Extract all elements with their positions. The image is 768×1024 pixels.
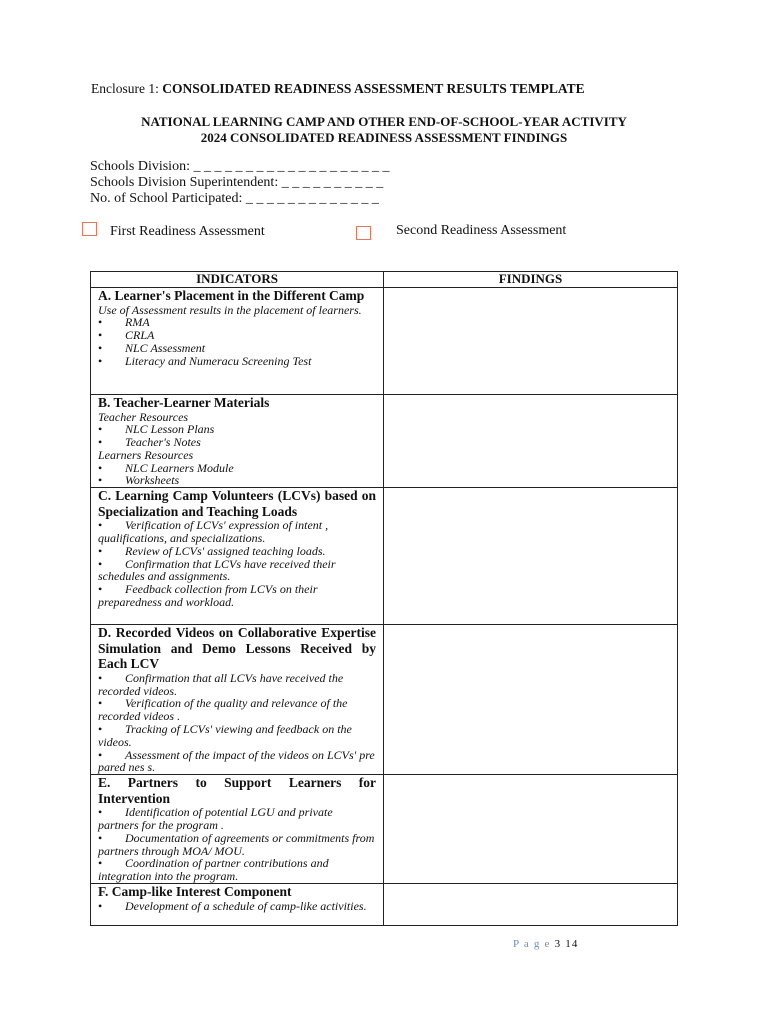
enclosure-prefix: Enclosure 1: [91,81,159,96]
document-title-line1: NATIONAL LEARNING CAMP AND OTHER END-OF-SCHOOL-YEAR ACTIVITY [141,114,627,129]
findings-cell[interactable] [384,884,678,926]
superintendent-field[interactable]: Schools Division Superintendent: _ _ _ _ _ _ _ _ _ _ [90,175,384,190]
indicator-title: C. Learning Camp Volunteers (LCVs) based on Specialization and Teaching Loads [98,488,376,519]
indicator-title: A. Learner's Placement in the Different Camp [98,288,365,303]
table-row [91,775,678,884]
list-item: • NLC Learners Module [98,460,234,475]
first-assessment-label: First Readiness Assessment [110,224,265,239]
list-item: • CRLA [98,328,155,343]
list-item: • Documentation of agreements or commitments from partners through MOA/ MOU. [98,830,375,858]
table-row [91,884,678,926]
indicator-title: E. Partners to Support Learners for Intervention [98,775,376,806]
list-item: • Verification of LCVs' expression of intent , qualifications, and specializations. [98,518,329,546]
indicator-subtext: Use of Assessment results in the placement of learners. [98,302,362,317]
schools-participated-field[interactable]: No. of School Participated: _ _ _ _ _ _ _ _ _ _ _ _ _ [90,191,379,206]
list-item: • Assessment of the impact of the videos on LCVs' pre pared nes s. [98,747,375,775]
list-item: • Tracking of LCVs' viewing and feedback on the videos. [98,721,352,749]
enclosure-heading [91,81,585,97]
findings-cell[interactable] [384,395,678,488]
list-item: • Teacher's Notes [98,435,201,450]
indicator-title: B. Teacher-Learner Materials [98,395,270,410]
list-item: • Coordination of partner contributions and integration into the program. [98,856,329,884]
enclosure-title: CONSOLIDATED READINESS ASSESSMENT RESULTS TEMPLATE [162,81,585,96]
indicator-cell [91,775,384,884]
list-item: • Confirmation that LCVs have received their schedules and assignments. [98,556,336,584]
list-item: • Feedback collection from LCVs on their preparedness and workload. [98,582,318,610]
indicator-cell [91,395,384,488]
findings-column-header: FINDINGS [384,272,678,288]
first-assessment-checkbox[interactable] [82,222,97,236]
indicator-subtext: Teacher Resources [98,409,189,424]
indicator-title: D. Recorded Videos on Collaborative Expertise Simulation and Demo Lessons Received by Each LCV [98,625,376,672]
assessment-table [90,271,678,926]
findings-cell[interactable] [384,625,678,775]
page-number-value: 3 14 [554,938,579,950]
indicator-cell [91,884,384,926]
header-fields [90,159,389,207]
schools-division-field[interactable]: Schools Division: _ _ _ _ _ _ _ _ _ _ _ _ _ _ _ _ _ _ _ [90,159,390,174]
findings-cell[interactable] [384,288,678,395]
indicators-column-header: INDICATORS [91,272,384,288]
list-item: • RMA [98,315,150,330]
list-item: • Worksheets [98,473,180,488]
table-row [91,395,678,488]
indicator-title: F. Camp-like Interest Component [98,884,292,900]
indicator-subtext: Learners Resources [98,447,194,462]
list-item: • NLC Lesson Plans [98,422,215,437]
indicator-cell [91,625,384,775]
list-item: • Identification of potential LGU and private partners for the program . [98,805,333,833]
table-row [91,625,678,775]
findings-cell[interactable] [384,488,678,625]
list-item: • Review of LCVs' assigned teaching loads. [98,543,326,558]
document-title-line2: 2024 CONSOLIDATED READINESS ASSESSMENT FINDINGS [200,130,568,145]
indicator-cell [91,488,384,625]
list-item: • NLC Assessment [98,340,206,355]
second-assessment-label: Second Readiness Assessment [396,223,567,238]
page-label: P a g e [513,938,551,950]
table-header-row [91,272,678,288]
table-row [91,488,678,625]
findings-cell[interactable] [384,775,678,884]
page-number [513,938,579,950]
list-item: • Confirmation that all LCVs have received the recorded videos. [98,670,344,698]
list-item: • Verification of the quality and relevance of the recorded videos . [98,696,348,724]
table-row [91,288,678,395]
list-item: • Literacy and Numeracu Screening Test [98,353,312,368]
second-assessment-checkbox[interactable] [356,226,371,240]
list-item: • Development of a schedule of camp-like activities. [98,898,367,913]
indicator-cell [91,288,384,395]
